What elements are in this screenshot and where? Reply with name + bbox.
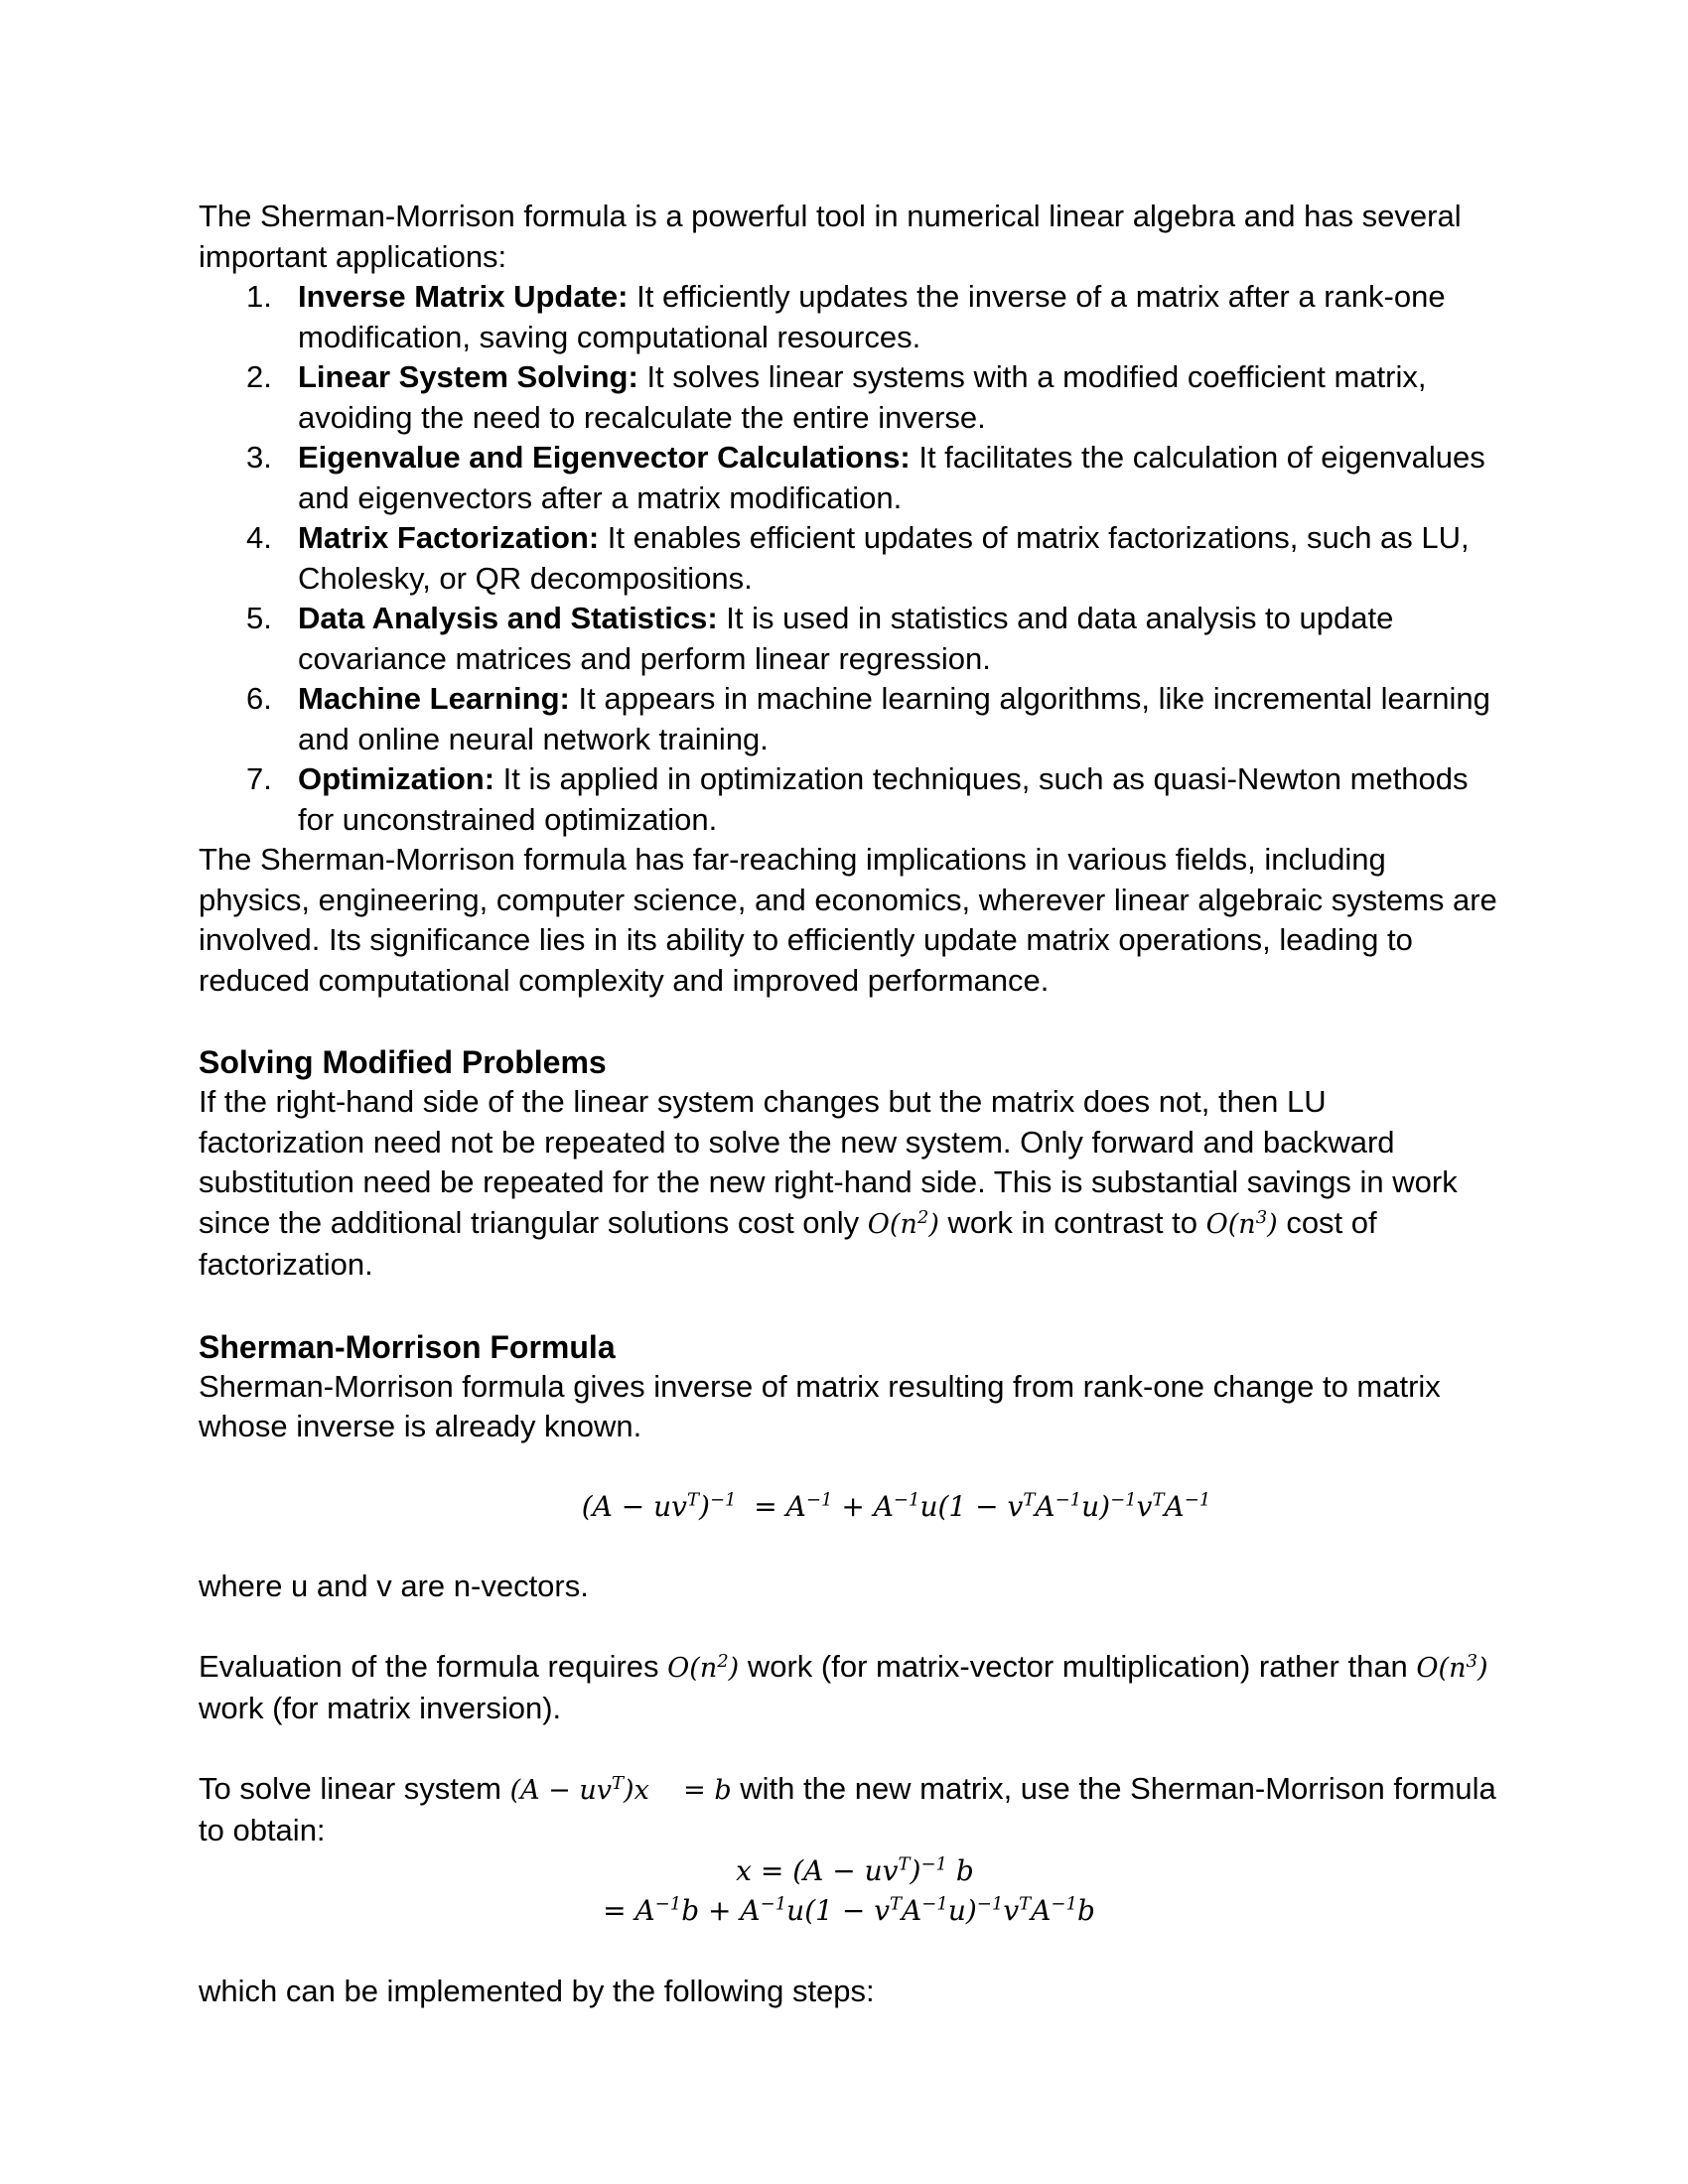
big-o-n-squared: $O(n^2)$ — [667, 1650, 740, 1684]
list-item-text: It appears in machine learning algorithms, like incremental learning and online neural network training. — [298, 681, 1490, 756]
big-o-n-squared: O — [867, 1208, 890, 1240]
list-number: 1. — [246, 279, 272, 314]
list-item-title: Data Analysis and Statistics: — [298, 601, 718, 635]
where-paragraph: where u and v are n-vectors. — [199, 1569, 589, 1603]
paragraph-text: If the right-hand side of the linear system changes but the matrix does not, then LU factorization need not be repeated to solve the new system. Only forward and backward substitution need be repeated for the new right-hand side. This is substantial savings in work since the additional triangular solutions cost only — [199, 1084, 1458, 1240]
solve-paragraph — [199, 1769, 1499, 1851]
list-item-title: Inverse Matrix Update: — [298, 279, 629, 314]
list-number: 4. — [246, 520, 272, 555]
list-item-title: Eigenvalue and Eigenvector Calculations: — [298, 440, 911, 475]
list-item — [199, 518, 1499, 599]
list-item — [199, 759, 1499, 840]
list-number: 3. — [246, 440, 272, 475]
solution-equation-line-1: $x = (A - uv^T)^{-1}$ b — [736, 1853, 974, 1887]
section-heading-sherman-morrison-formula: Sherman-Morrison Formula — [199, 1328, 616, 1365]
list-number: 7. — [246, 761, 272, 796]
list-number: 5. — [246, 601, 272, 635]
list-item-text: It efficiently updates the inverse of a matrix after a rank-one modification, saving computational resources. — [298, 279, 1446, 354]
list-item-title: Optimization: — [298, 761, 495, 796]
list-item-title: Machine Learning: — [298, 681, 570, 716]
list-item-title: Linear System Solving: — [298, 359, 638, 394]
list-item-text: It is used in statistics and data analysis to update covariance matrices and perform linear regression. — [298, 601, 1394, 676]
paragraph-text: Evaluation of the formula requires — [199, 1648, 668, 1684]
big-o-n-cubed: $O(n^3)$ — [1416, 1650, 1488, 1684]
list-item — [199, 357, 1499, 438]
list-item — [199, 599, 1499, 679]
list-item-text: It solves linear systems with a modified coefficient matrix, avoiding the need to recalculate the entire inverse. — [298, 359, 1427, 435]
list-item-text: It enables efficient updates of matrix factorizations, such as LU, Cholesky, or QR decompositions. — [298, 520, 1470, 596]
list-item — [199, 438, 1499, 518]
list-number: 6. — [246, 681, 272, 716]
paragraph-text: work in contrast to — [938, 1204, 1206, 1240]
paragraph-text: work (for matrix inversion). — [199, 1691, 562, 1725]
solving-modified-paragraph — [199, 1082, 1499, 1286]
linear-system-expression: $(A - uv^T)x$ = b — [509, 1772, 732, 1806]
evaluation-paragraph — [199, 1647, 1499, 1729]
paragraph-text: To solve linear system — [199, 1770, 510, 1806]
steps-paragraph: which can be implemented by the following steps: — [199, 1973, 875, 2008]
list-number: 2. — [246, 359, 272, 394]
paragraph-text: work (for matrix-vector multiplication) rather than — [739, 1648, 1417, 1684]
sherman-morrison-intro: Sherman-Morrison formula gives inverse of matrix resulting from rank-one change to matrix whose inverse is already known. — [199, 1368, 1441, 1443]
paragraph-text: with the new matrix, use the Sherman-Morrison formula to obtain: — [199, 1770, 1496, 1847]
big-o-n-cubed: $O(n^3)$ — [1205, 1206, 1278, 1240]
applications-list — [199, 277, 1499, 840]
intro-paragraph: The Sherman-Morrison formula is a powerful tool in numerical linear algebra and has several important applications: — [199, 199, 1462, 274]
list-item-title: Matrix Factorization: — [298, 520, 600, 555]
implications-paragraph: The Sherman-Morrison formula has far-reaching implications in various fields, including physics, engineering, computer science, and economics, wherever linear algebraic systems are involved. Its significance lies in its ability to efficiently update matrix operations, leading to reduced computational complexity and improved performance. — [199, 842, 1497, 998]
document-page — [199, 197, 1499, 2011]
paragraph-text: cost of factorization. — [199, 1204, 1377, 1282]
list-item — [199, 679, 1499, 759]
sherman-morrison-equation: $(A - uv^T)^{-1} = A^{-1} + A^{-1}u(1 - v^TA^{-1}u)^{-1}v^TA^{-1}$ — [581, 1489, 1211, 1523]
list-item — [199, 277, 1499, 357]
math-paren: $(n^2)$ — [889, 1206, 939, 1240]
section-heading-solving-modified-problems: Solving Modified Problems — [199, 1044, 607, 1080]
list-item-text: It is applied in optimization techniques, such as quasi-Newton methods for unconstrained optimization. — [298, 761, 1469, 837]
solution-equation — [199, 1851, 1499, 1932]
list-item-text: It facilitates the calculation of eigenvalues and eigenvectors after a matrix modification. — [298, 440, 1485, 515]
solution-equation-line-2: = $A^{-1}b + A^{-1}u(1 - v^TA^{-1}u)^{-1}v^TA^{-1}b$ — [603, 1893, 1095, 1927]
